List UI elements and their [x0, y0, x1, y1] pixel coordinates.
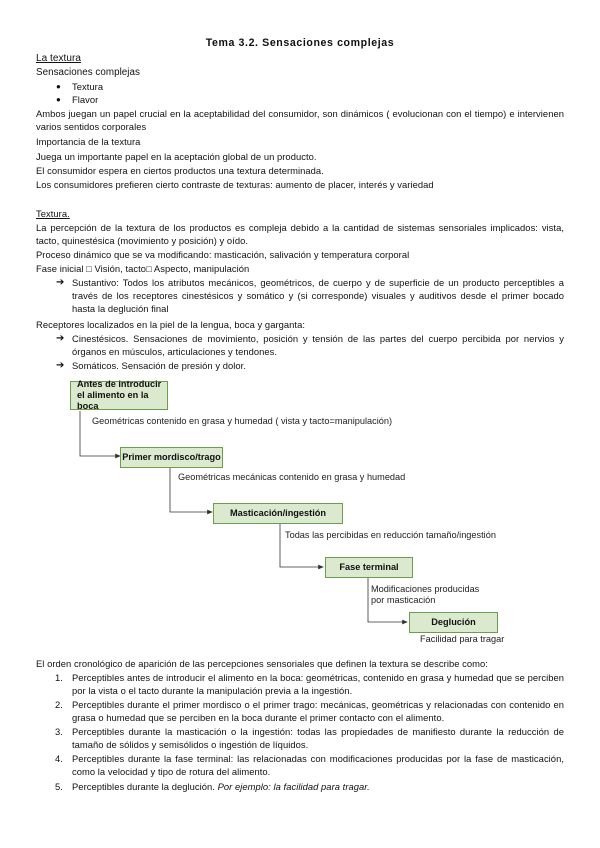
arrow-item-somaticos: Somáticos. Sensación de presión y dolor. — [72, 360, 246, 371]
item-5-example: Por ejemplo: la facilidad para tragar. — [217, 781, 370, 792]
process-line: Proceso dinámico que se va modificando: masticación, salivación y temperatura corporal — [36, 249, 410, 260]
bullet-dot: ● — [56, 82, 61, 91]
list-item-flavor: Flavor — [72, 94, 99, 105]
diagram-box-primer-mordisco: Primer mordisco/trago — [120, 447, 223, 468]
diagram-box-masticacion: Masticación/ingestión — [213, 503, 343, 524]
arrow-bullet-icon: ➔ — [56, 360, 65, 371]
phase-line: Fase inicial □ Visión, tacto□ Aspecto, manipulación — [36, 263, 250, 274]
section-heading-la-textura: La textura — [36, 53, 81, 64]
chronological-intro: El orden cronológico de aparición de las percepciones sensoriales que definen la textura se describe como: — [36, 658, 488, 669]
diagram-note-4: Modificaciones producidas por masticación — [371, 584, 480, 605]
arrow-item-cinestesicos: Cinestésicos. Sensaciones de movimiento, posición y tensión de las partes del cuerpo percibida por nervios y órganos en músculos, articulaciones y tendones. — [72, 333, 564, 357]
diagram-note-5: Facilidad para tragar — [420, 634, 505, 644]
importance-line-3: Los consumidores prefieren cierto contraste de texturas: aumento de placer, interés y variedad — [36, 179, 434, 190]
diagram-note-2: Geométricas mecánicas contenido en grasa y humedad — [178, 472, 406, 482]
receptors-line: Receptores localizados en la piel de la lengua, boca y garganta: — [36, 319, 305, 330]
diagram-box-fase-terminal: Fase terminal — [325, 557, 413, 578]
section-heading-textura: Textura. — [36, 208, 70, 219]
list-number: 4. — [55, 753, 63, 764]
arrow-item-sustantivo: Sustantivo: Todos los atributos mecánicos, geométricos, de cuerpo y de superficie de un producto perceptibles a través de los receptores cinestésicos y somático y (si corresponde) visuales y auditivos desde el primer bocado hasta la deglución final — [72, 277, 564, 314]
diagram-box-deglucion: Deglución — [409, 612, 498, 633]
paragraph-ambos: Ambos juegan un papel crucial en la aceptabilidad del consumidor, son dinámicos ( evolucionan con el tiempo) e intervienen varios sentidos corporales — [36, 108, 564, 132]
importance-line-2: El consumidor espera en ciertos productos una textura determinada. — [36, 165, 324, 176]
chronological-item-4: Perceptibles durante la fase terminal: las relacionadas con modificaciones producidas por la fase de masticación, como la velocidad y tipo de rotura del alimento. — [72, 753, 564, 777]
list-number: 3. — [55, 726, 63, 737]
chronological-item-2: Perceptibles durante el primer mordisco o el primer trago: mecánicas, geométricas y relacionadas con contenido en grasa o humedad que se perciben en la boca durante el primer contacto con el alimento. — [72, 699, 564, 723]
page-title: Tema 3.2. Sensaciones complejas — [205, 37, 395, 49]
list-item-textura: Textura — [72, 81, 104, 92]
subheading-sensaciones: Sensaciones complejas — [36, 67, 140, 78]
importance-line-1: Juega un importante papel en la aceptación global de un producto. — [36, 151, 317, 162]
diagram-box-antes: Antes de introducir el alimento en la boca — [70, 381, 168, 410]
arrow-bullet-icon: ➔ — [56, 277, 65, 288]
list-number: 5. — [55, 781, 63, 792]
diagram-note-1: Geométricas contenido en grasa y humedad ( vista y tacto=manipulación) — [92, 416, 393, 426]
chronological-item-3: Perceptibles durante la masticación o la ingestión: todas las propiedades de manifiesto durante la reducción de tamaño de sólidos y semisólidos o ingestión de líquidos. — [72, 726, 564, 750]
arrow-bullet-icon: ➔ — [56, 333, 65, 344]
item-5-text: Perceptibles durante la deglución. — [72, 781, 215, 792]
bullet-dot: ● — [56, 95, 61, 104]
chronological-item-5 — [72, 780, 564, 793]
diagram-note-3: Todas las percibidas en reducción tamaño/ingestión — [285, 530, 496, 540]
paragraph-percepcion: La percepción de la textura de los productos es compleja debido a la cantidad de sistemas sensoriales implicados: vista, tacto, quinestésica (movimiento y posición) y oído. — [36, 222, 564, 246]
chronological-item-1: Perceptibles antes de introducir el alimento en la boca: geométricas, contenido en grasa y humedad que se perciben por la vista o el tacto durante la manipulación previa a la ingestión. — [72, 672, 564, 696]
list-number: 2. — [55, 699, 63, 710]
list-number: 1. — [55, 672, 63, 683]
importance-heading: Importancia de la textura — [36, 136, 141, 147]
